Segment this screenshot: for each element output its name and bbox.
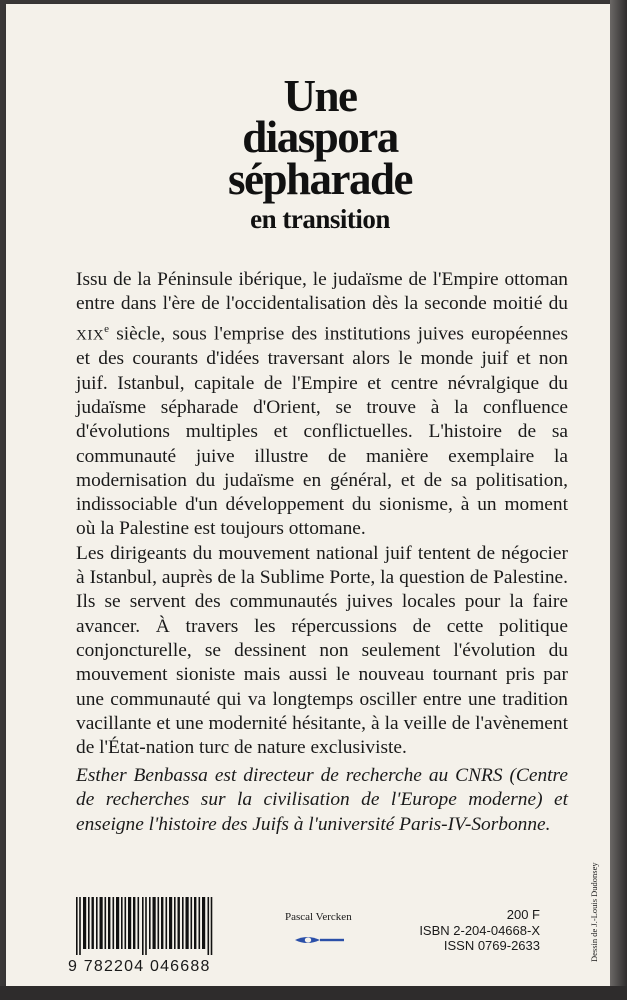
illustration-credit: Dessin de J.-Louis Dudonsey xyxy=(589,862,599,962)
description xyxy=(76,268,568,760)
issn: ISSN 0769-2633 xyxy=(443,938,540,953)
paragraph-1-start: Issu de la Péninsule ibérique, le judaïsme de l'Empire ottoman entre dans l'ère de l'occidentalisation dès la seconde moitié du xyxy=(76,269,568,315)
title-line-3: sépharade xyxy=(227,154,412,204)
scan-edge-bottom xyxy=(0,986,627,1000)
paragraph-1-end: siècle, sous l'emprise des institutions juives européennes et des courants d'idées traversant alors le monde juif et non juif. Istanbul, capitale de l'Empire et centre névralgique du judaïsme sépharade d'Orient, se trouve à la confluence d'évolutions multiples et conflictuelles. L'histoire de sa communauté juive illustre de manière exemplaire la modernisation du judaïsme en général, et de sa politisation, indissociable d'un développement du sionisme, à un moment où la Palestine est toujours ottomane. xyxy=(76,323,568,540)
barcode xyxy=(76,897,216,955)
price-block xyxy=(396,907,540,954)
description-paragraph-2: Les dirigeants du mouvement national juif tentent de négocier à Istanbul, auprès de la Sublime Porte, la question de Palestine. Ils se servent des communautés juives locales pour la faire avancer. À travers les répercussions de cette politique conjoncturelle, se dessinent non seulement l'évolution du mouvement sioniste mais aussi le nouveau tournant pris par une communauté qui va longtemps osciller entre une tradition vacillante et une modernité hésitante, à la veille de l'avènement de l'État-nation turc de nature exclusiviste. xyxy=(76,542,568,759)
century-suffix: e xyxy=(104,322,110,335)
scan-edge-right xyxy=(610,0,627,1000)
century-numeral: XIX xyxy=(76,327,105,344)
publisher-logo-icon xyxy=(294,933,346,947)
book-back-cover xyxy=(6,4,610,986)
barcode-number: 9 782204 046688 xyxy=(68,958,211,975)
author-bio: Esther Benbassa est directeur de recherche au CNRS (Centre de recherches sur la civilisation de l'Europe moderne) et enseigne l'histoire des Juifs à l'université Paris-IV-Sorbonne. xyxy=(76,765,568,835)
title-line-1: Une xyxy=(283,71,357,121)
description-paragraph-1 xyxy=(76,268,568,542)
title-line-2: diaspora xyxy=(242,112,398,162)
subtitle: en transition xyxy=(250,204,390,234)
price: 200 F xyxy=(506,907,540,922)
cover-designer: Pascal Vercken xyxy=(285,911,352,923)
isbn: ISBN 2-204-04668-X xyxy=(419,922,540,938)
